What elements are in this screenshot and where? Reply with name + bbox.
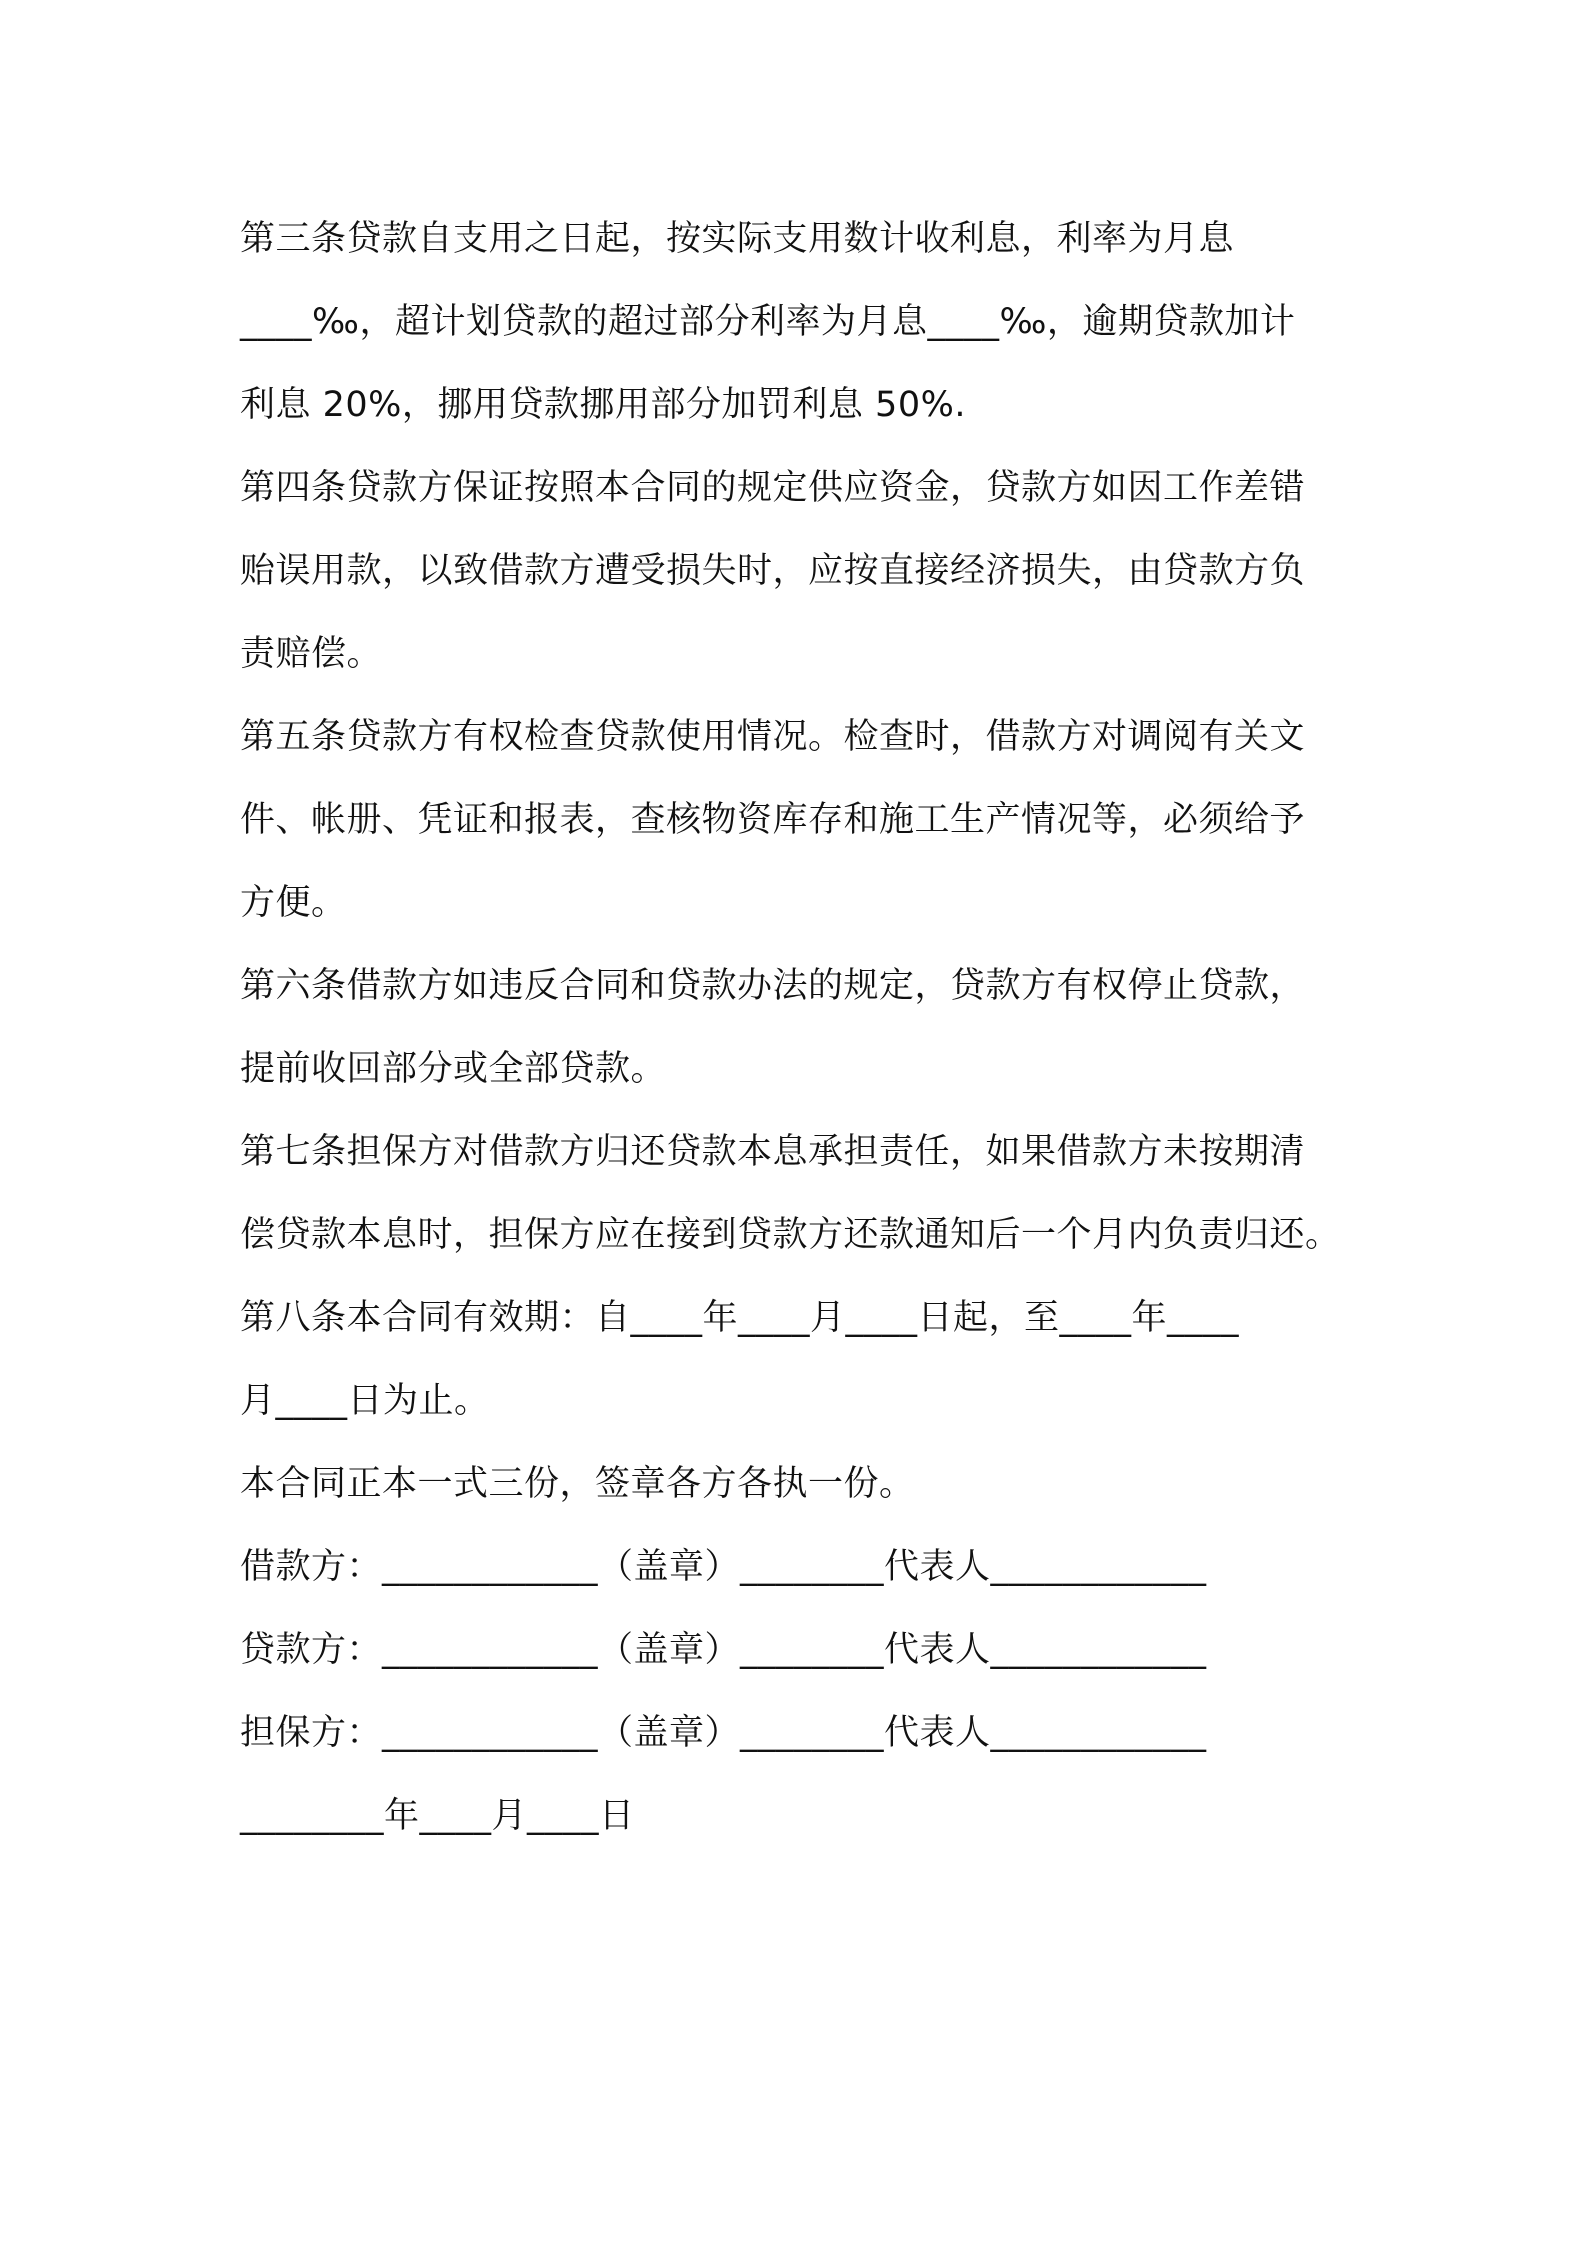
article-5-line-1: 第五条贷款方有权检查贷款使用情况。检查时，借款方对调阅有关文	[240, 717, 1306, 757]
article-8-line-1: 第八条本合同有效期：自____年____月____日起，至____年____	[240, 1298, 1240, 1338]
article-3-line-3: 利息 20%，挪用贷款挪用部分加罚利息 50%.	[240, 385, 966, 425]
article-4-line-3: 责赔偿。	[240, 634, 383, 674]
article-7-line-2: 偿贷款本息时，担保方应在接到贷款方还款通知后一个月内负责归还。	[240, 1215, 1341, 1255]
article-4-line-2: 贻误用款，以致借款方遭受损失时，应按直接经济损失，由贷款方负	[240, 551, 1306, 591]
contract-page	[240, 198, 1380, 1858]
article-6-line-1: 第六条借款方如违反合同和贷款办法的规定，贷款方有权停止贷款，	[240, 966, 1306, 1006]
signature-lender: 贷款方：____________（盖章）________代表人____________	[240, 1630, 1207, 1670]
signature-guarantor: 担保方：____________（盖章）________代表人____________	[240, 1713, 1207, 1753]
signing-date: ________年____月____日	[240, 1796, 635, 1836]
article-3-line-2: ____‰，超计划贷款的超过部分利率为月息____‰，逾期贷款加计	[240, 302, 1296, 342]
article-8-line-2: 月____日为止。	[240, 1381, 490, 1421]
article-4-line-1: 第四条贷款方保证按照本合同的规定供应资金，贷款方如因工作差错	[240, 468, 1306, 508]
copies-clause: 本合同正本一式三份，签章各方各执一份。	[240, 1464, 915, 1504]
article-5-line-3: 方便。	[240, 883, 347, 923]
article-7-line-1: 第七条担保方对借款方归还贷款本息承担责任，如果借款方未按期清	[240, 1132, 1306, 1172]
article-5-line-2: 件、帐册、凭证和报表，查核物资库存和施工生产情况等，必须给予	[240, 800, 1306, 840]
signature-borrower: 借款方：____________（盖章）________代表人____________	[240, 1547, 1207, 1587]
article-6-line-2: 提前收回部分或全部贷款。	[240, 1049, 667, 1089]
article-3-line-1: 第三条贷款自支用之日起，按实际支用数计收利息，利率为月息	[240, 219, 1235, 259]
